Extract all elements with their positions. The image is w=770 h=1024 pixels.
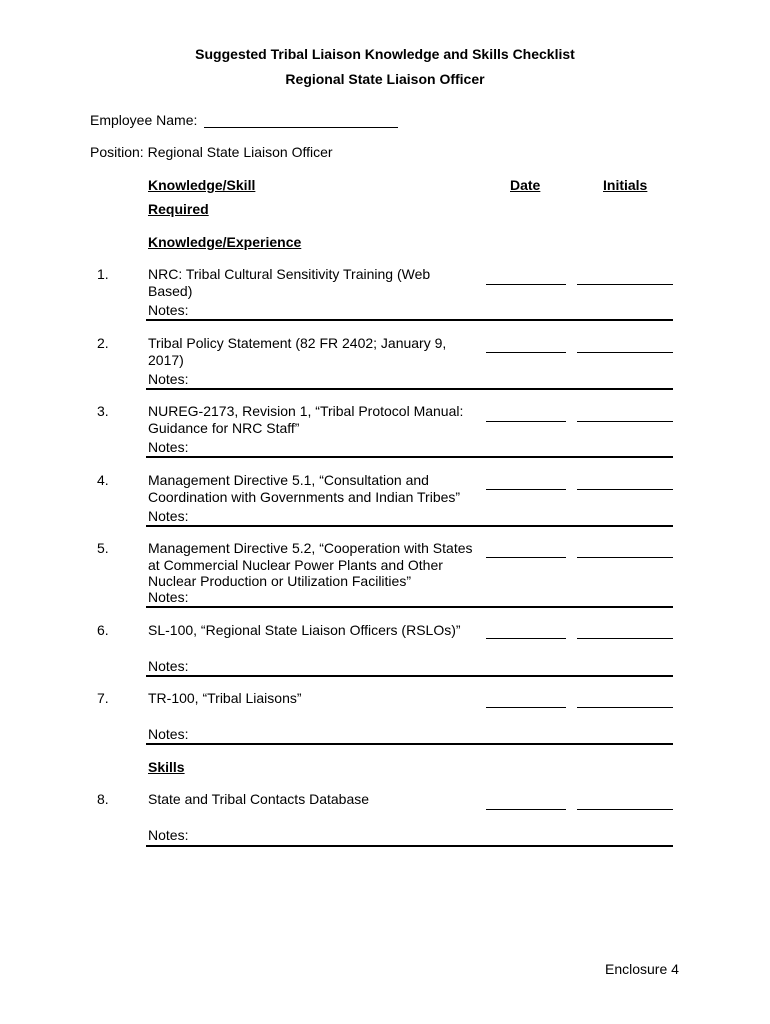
knowledge-skill-header: Knowledge/Skill	[148, 177, 256, 193]
document-title: Suggested Tribal Liaison Knowledge and Skills Checklist	[195, 46, 575, 62]
date-line	[486, 489, 566, 490]
item-text: NUREG-2173, Revision 1, “Tribal Protocol Manual: Guidance for NRC Staff”	[148, 403, 464, 436]
date-line	[486, 557, 566, 558]
initials-header: Initials	[603, 177, 648, 193]
item-notes-label: Notes:	[148, 827, 189, 843]
item-number: 2.	[97, 335, 109, 351]
item-notes-label: Notes:	[148, 589, 189, 605]
item-notes-label: Notes:	[148, 302, 189, 318]
notes-line	[146, 606, 673, 608]
item-text: NRC: Tribal Cultural Sensitivity Training (Web Based)	[148, 266, 431, 299]
notes-line	[146, 743, 673, 745]
skills-header: Skills	[148, 759, 185, 775]
initials-line	[577, 809, 673, 810]
position-line: Position: Regional State Liaison Officer	[90, 144, 333, 160]
date-line	[486, 707, 566, 708]
date-line	[486, 352, 566, 353]
item-text: Management Directive 5.1, “Consultation and Coordination with Governments and Indian Tribes”	[148, 472, 461, 505]
notes-line	[146, 388, 673, 390]
item-notes-label: Notes:	[148, 439, 189, 455]
initials-line	[577, 352, 673, 353]
item-number: 3.	[97, 403, 109, 419]
item-text: Management Directive 5.2, “Cooperation with States at Commercial Nuclear Power Plants and Other Nuclear Production or Utilization Facilities”	[148, 540, 473, 589]
notes-line	[146, 319, 673, 321]
initials-line	[577, 557, 673, 558]
item-number: 1.	[97, 266, 109, 282]
notes-line	[146, 525, 673, 527]
item-number: 5.	[97, 540, 109, 556]
item-number: 6.	[97, 622, 109, 638]
initials-line	[577, 421, 673, 422]
item-text: TR-100, “Tribal Liaisons”	[148, 690, 302, 706]
item-number: 4.	[97, 472, 109, 488]
item-number: 7.	[97, 690, 109, 706]
initials-line	[577, 284, 673, 285]
date-line	[486, 421, 566, 422]
item-text: SL-100, “Regional State Liaison Officers (RSLOs)”	[148, 622, 461, 638]
date-line	[486, 809, 566, 810]
initials-line	[577, 707, 673, 708]
date-line	[486, 638, 566, 639]
item-notes-label: Notes:	[148, 658, 189, 674]
employee-name-label: Employee Name:	[90, 112, 198, 128]
item-notes-label: Notes:	[148, 508, 189, 524]
initials-line	[577, 638, 673, 639]
knowledge-experience-header: Knowledge/Experience	[148, 234, 302, 250]
initials-line	[577, 489, 673, 490]
employee-name-line	[204, 127, 398, 128]
date-header: Date	[510, 177, 541, 193]
notes-line	[146, 456, 673, 458]
item-number: 8.	[97, 791, 109, 807]
notes-line	[146, 845, 673, 847]
item-text: State and Tribal Contacts Database	[148, 791, 370, 807]
enclosure-label: Enclosure 4	[605, 961, 679, 977]
document-subtitle: Regional State Liaison Officer	[285, 71, 485, 87]
required-header: Required	[148, 201, 209, 217]
date-line	[486, 284, 566, 285]
item-notes-label: Notes:	[148, 371, 189, 387]
notes-line	[146, 675, 673, 677]
item-notes-label: Notes:	[148, 726, 189, 742]
item-text: Tribal Policy Statement (82 FR 2402; January 9, 2017)	[148, 335, 447, 368]
